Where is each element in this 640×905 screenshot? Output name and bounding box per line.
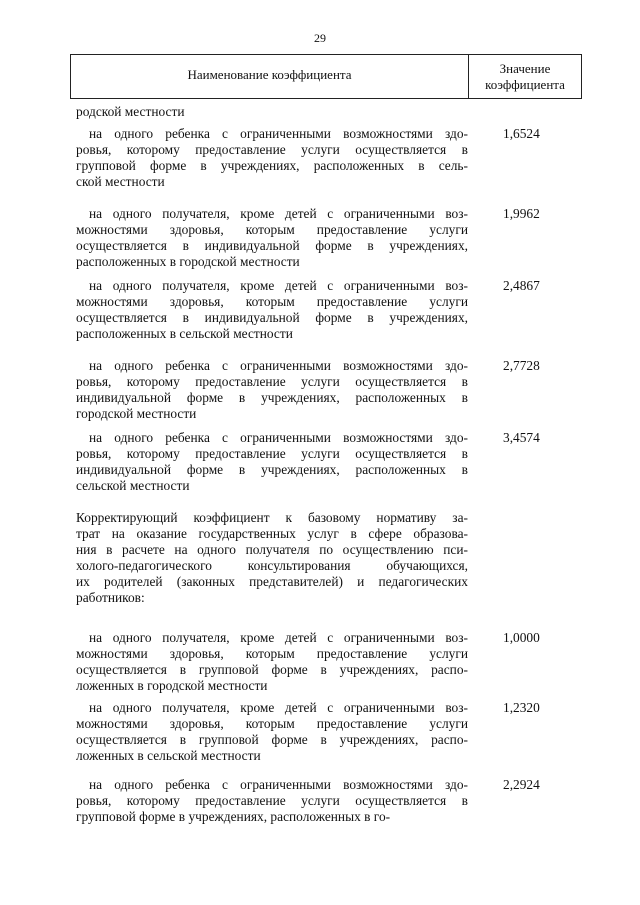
- page-number: 29: [314, 31, 326, 45]
- row-text-line: ложенных в городской местности: [76, 678, 268, 693]
- row-text-line: ния в расчете на одного получателя по осуществлению пси-: [76, 542, 468, 557]
- row-text-line: ложенных в сельской местности: [76, 748, 261, 763]
- row-text-line: трат на оказание государственных услуг в сфере образова-: [76, 526, 468, 541]
- row-text-line: сельской местности: [76, 478, 190, 493]
- coefficient-value: 3,4574: [503, 430, 540, 445]
- row-text-line: на одного ребенка с ограниченными возможностями здо-: [89, 777, 468, 792]
- row-text-line: Корректирующий коэффициент к базовому нормативу за-: [76, 510, 468, 525]
- row-text-line: на одного получателя, кроме детей с ограниченными воз-: [89, 630, 468, 645]
- row-text-line: городской местности: [76, 406, 197, 421]
- row-text-line: ровья, которому предоставление услуги осуществляется в: [76, 142, 468, 157]
- table-header: [70, 54, 582, 99]
- row-text-line: осуществляется в индивидуальной форме в учреждениях,: [76, 310, 468, 325]
- row-text-line: можностями здоровья, которым предоставление услуги: [76, 646, 468, 661]
- row-text-line: на одного получателя, кроме детей с ограниченными воз-: [89, 206, 468, 221]
- row-text-line: холого-педагогического консультирования обучающихся,: [76, 558, 468, 573]
- coefficient-value: 2,4867: [503, 278, 540, 293]
- coefficient-value: 1,9962: [503, 206, 540, 221]
- coefficient-value: 2,7728: [503, 358, 540, 373]
- row-text-line: работников:: [76, 590, 145, 605]
- row-text-line: можностями здоровья, которым предоставление услуги: [76, 222, 468, 237]
- column-header-value: [469, 61, 581, 93]
- coefficient-value: 2,2924: [503, 777, 540, 792]
- column-header-value-line-1: Значение: [499, 61, 551, 76]
- row-text-line: ровья, которому предоставление услуги осуществляется в: [76, 793, 468, 808]
- column-header-value-line-2: коэффициента: [485, 77, 565, 92]
- row-text-line: на одного ребенка с ограниченными возможностями здо-: [89, 126, 468, 141]
- row-text-line: осуществляется в индивидуальной форме в учреждениях,: [76, 238, 468, 253]
- row-text-line: ровья, которому предоставление услуги осуществляется в: [76, 446, 468, 461]
- row-text-line: индивидуальной форме в учреждениях, расположенных в: [76, 390, 468, 405]
- row-text-line: можностями здоровья, которым предоставление услуги: [76, 294, 468, 309]
- row-text-line: ской местности: [76, 174, 165, 189]
- row-text-line: осуществляется в групповой форме в учреждениях, распо-: [76, 662, 468, 677]
- row-text-line: их родителей (законных представителей) и педагогических: [76, 574, 468, 589]
- row-text-line: на одного получателя, кроме детей с ограниченными воз-: [89, 278, 468, 293]
- row-text-line: на одного ребенка с ограниченными возможностями здо-: [89, 358, 468, 373]
- row-text-line: можностями здоровья, которым предоставление услуги: [76, 716, 468, 731]
- column-header-name: Наименование коэффициента: [187, 67, 352, 82]
- row-text-line: групповой форме в учреждениях, расположенных в сель-: [76, 158, 468, 173]
- row-text-line: расположенных в сельской местности: [76, 326, 293, 341]
- coefficient-value: 1,2320: [503, 700, 540, 715]
- coefficient-value: 1,0000: [503, 630, 540, 645]
- row-text-line: на одного ребенка с ограниченными возможностями здо-: [89, 430, 468, 445]
- row-text-line: на одного получателя, кроме детей с ограниченными воз-: [89, 700, 468, 715]
- row-text-line: расположенных в городской местности: [76, 254, 300, 269]
- row-text-line: ровья, которому предоставление услуги осуществляется в: [76, 374, 468, 389]
- row-text-line: индивидуальной форме в учреждениях, расположенных в: [76, 462, 468, 477]
- row-text-line: родской местности: [76, 104, 185, 119]
- row-text-line: осуществляется в групповой форме в учреждениях, распо-: [76, 732, 468, 747]
- row-text-line: групповой форме в учреждениях, расположенных в го-: [76, 809, 391, 824]
- coefficient-value: 1,6524: [503, 126, 540, 141]
